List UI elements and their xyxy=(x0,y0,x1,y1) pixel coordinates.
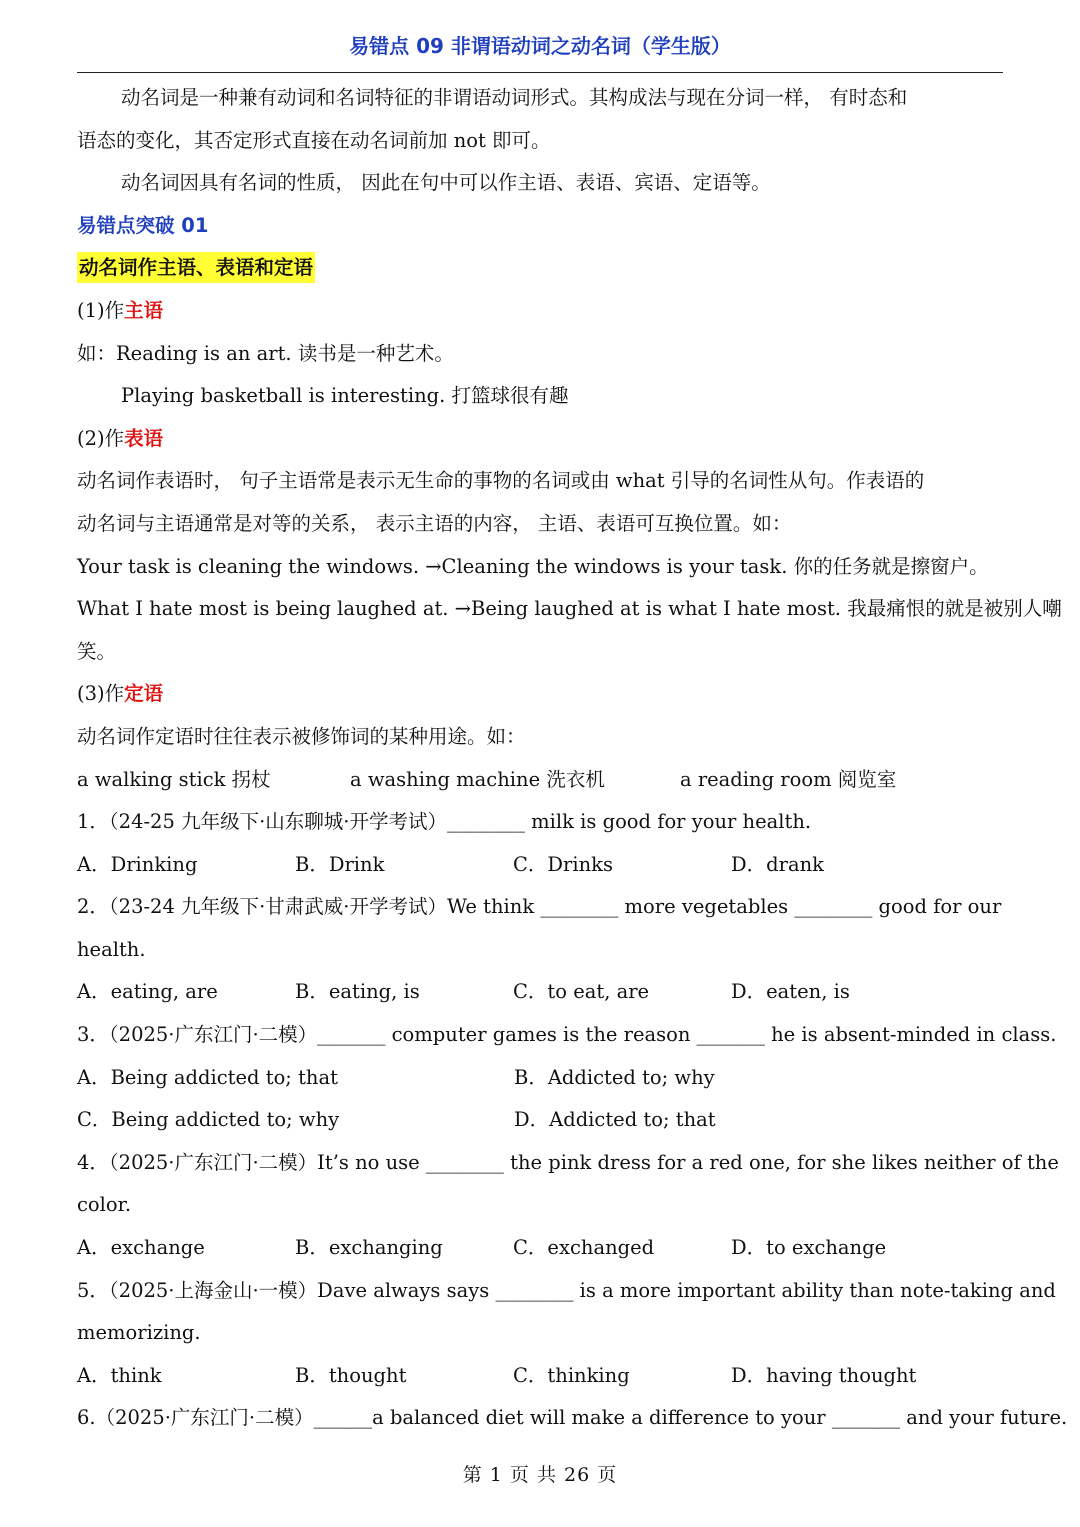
attributive-example: a washing machine 洗衣机 xyxy=(350,767,605,791)
question-1-options xyxy=(77,844,1003,887)
question-3-options-row-1 xyxy=(77,1057,1003,1100)
question-4-stem-line-2: color. xyxy=(77,1193,132,1217)
section-title-text: 易错点突破 01 xyxy=(77,213,209,237)
subject-heading-key: 主语 xyxy=(124,298,164,322)
attributive-heading-key: 定语 xyxy=(124,682,164,706)
predicative-desc-line-2: 动名词与主语通常是对等的关系， 表示主语的内容， 主语、表语可互换位置。如： xyxy=(77,511,792,535)
header-divider xyxy=(77,72,1003,73)
question-4-stem-line-1: 4．（2025·广东江门·二模）It’s no use ________ the pink dress for a red one, for she likes neither of the xyxy=(77,1150,1059,1174)
question-2-stem-line-1: 2．（23-24 九年级下·甘肃武威·开学考试）We think ________ more vegetables ________ good for our xyxy=(77,895,1002,919)
subject-heading xyxy=(77,290,1003,333)
question-option: B．thought xyxy=(295,1363,407,1387)
question-3-options-row-2 xyxy=(77,1099,1003,1142)
page-footer: 第 1 页 共 26 页 xyxy=(462,1464,618,1486)
section-title xyxy=(77,205,1003,248)
attributive-heading xyxy=(77,673,1003,716)
question-3-stem: 3．（2025·广东江门·二模）_______ computer games is the reason _______ he is absent-minded in class. xyxy=(77,1023,1057,1047)
predicative-heading-key: 表语 xyxy=(124,426,164,450)
document-body xyxy=(77,77,1068,1440)
predicative-desc-line-1: 动名词作表语时， 句子主语常是表示无生命的事物的名词或由 what 引导的名词性从句。作表语的 xyxy=(77,469,925,493)
predicative-heading xyxy=(77,418,1003,461)
question-option: C．exchanged xyxy=(513,1236,655,1260)
question-5-options xyxy=(77,1355,1003,1398)
question-option: A．exchange xyxy=(77,1236,205,1260)
question-option: B．eating, is xyxy=(295,980,420,1004)
question-option: C．Being addicted to; why xyxy=(77,1108,340,1132)
question-option: A．think xyxy=(77,1363,162,1387)
subject-example-1: 如：Reading is an art. 读书是一种艺术。 xyxy=(77,341,454,365)
question-6-stem: 6.（2025·广东江门·二模）______a balanced diet will make a difference to your _______ and your future. xyxy=(77,1406,1068,1430)
attributive-desc: 动名词作定语时往往表示被修饰词的某种用途。如： xyxy=(77,724,526,748)
subject-heading-prefix: (1)作 xyxy=(77,298,125,322)
question-option: D．Addicted to; that xyxy=(514,1108,716,1132)
attributive-example: a walking stick 拐杖 xyxy=(77,767,271,791)
attributive-example: a reading room 阅览室 xyxy=(680,767,897,791)
question-2-stem-line-2: health. xyxy=(77,937,146,961)
question-option: C．Drinks xyxy=(513,852,613,876)
predicative-example-2-line-1: What I hate most is being laughed at. →Being laughed at is what I hate most. 我最痛恨的就是被别人嘲 xyxy=(77,597,1062,621)
intro-paragraph-2: 动名词因具有名词的性质， 因此在句中可以作主语、表语、宾语、定语等。 xyxy=(121,171,771,195)
question-2-options xyxy=(77,971,1003,1014)
question-option: C．thinking xyxy=(513,1363,630,1387)
attributive-heading-prefix: (3)作 xyxy=(77,682,125,706)
question-option: C．to eat, are xyxy=(513,980,650,1004)
question-5-stem-line-1: 5．（2025·上海金山·一模）Dave always says ________ is a more important ability than note-taking and xyxy=(77,1278,1056,1302)
section-highlight-row xyxy=(77,247,1003,290)
predicative-example-2-line-2: 笑。 xyxy=(77,639,117,663)
question-option: D．having thought xyxy=(731,1363,917,1387)
question-option: B．Drink xyxy=(295,852,385,876)
question-option: B．Addicted to; why xyxy=(514,1065,715,1089)
subject-example-2: Playing basketball is interesting. 打篮球很有趣 xyxy=(121,384,569,408)
intro-paragraph-1-line-1: 动名词是一种兼有动词和名词特征的非谓语动词形式。其构成法与现在分词一样， 有时态和 xyxy=(121,86,908,109)
intro-paragraph-1-line-2: 语态的变化，其否定形式直接在动名词前加 not 即可。 xyxy=(77,128,551,152)
question-option: A．eating, are xyxy=(77,980,218,1004)
question-option: D．drank xyxy=(731,852,824,876)
section-highlight-heading: 动名词作主语、表语和定语 xyxy=(77,252,315,283)
question-option: A．Being addicted to; that xyxy=(77,1065,338,1089)
question-option: B．exchanging xyxy=(295,1236,443,1260)
question-option: A．Drinking xyxy=(77,852,198,876)
attributive-examples xyxy=(77,759,1003,802)
question-option: D．eaten, is xyxy=(731,980,850,1004)
predicative-heading-prefix: (2)作 xyxy=(77,426,125,450)
predicative-example-1: Your task is cleaning the windows. →Cleaning the windows is your task. 你的任务就是擦窗户。 xyxy=(77,554,989,578)
question-5-stem-line-2: memorizing. xyxy=(77,1321,201,1345)
page-header-title: 易错点 09 非谓语动词之动名词（学生版） xyxy=(349,34,731,58)
question-4-options xyxy=(77,1227,1003,1270)
question-option: D．to exchange xyxy=(731,1236,887,1260)
question-1-stem: 1．（24-25 九年级下·山东聊城·开学考试）________ milk is good for your health. xyxy=(77,810,812,834)
